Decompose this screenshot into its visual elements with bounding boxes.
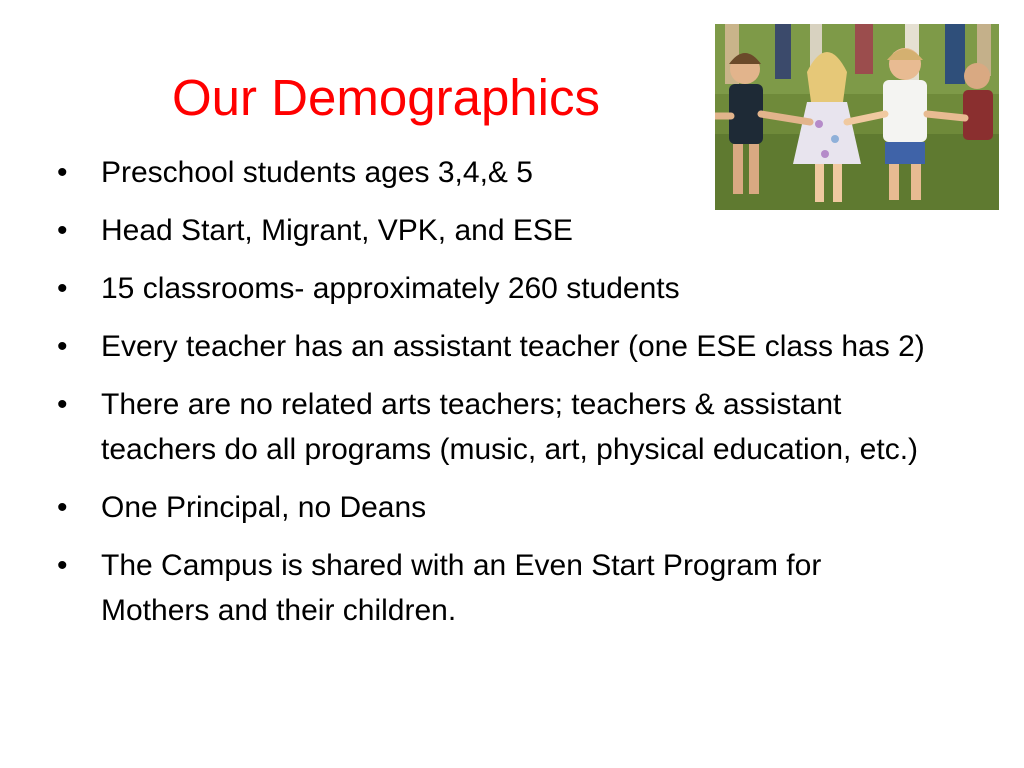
bullet-marker: • <box>57 272 68 305</box>
bullet-marker: • <box>57 156 68 189</box>
slide-title: Our Demographics <box>172 69 600 126</box>
bullet-item <box>57 208 937 253</box>
bullet-text: Preschool students ages 3,4,& 5 <box>101 156 533 189</box>
bullet-text: Head Start, Migrant, VPK, and ESE <box>101 214 573 247</box>
bullet-marker: • <box>57 388 68 421</box>
bullet-text: 15 classrooms- approximately 260 students <box>101 272 680 305</box>
bullet-item <box>57 324 937 369</box>
bullet-text: There are no related arts teachers; teachers & assistant teachers do all programs (music, art, physical education, etc.) <box>101 388 919 466</box>
bullet-text: One Principal, no Deans <box>101 491 427 524</box>
bullet-list <box>57 150 937 646</box>
bullet-text: Every teacher has an assistant teacher (one ESE class has 2) <box>101 330 925 363</box>
bullet-item <box>57 382 937 472</box>
bullet-text: The Campus is shared with an Even Start Program for Mothers and their children. <box>101 549 822 627</box>
bullet-item <box>57 543 937 633</box>
bullet-marker: • <box>57 330 68 363</box>
bullet-item <box>57 485 937 530</box>
bullet-item <box>57 266 937 311</box>
bullet-marker: • <box>57 549 68 582</box>
bullet-item <box>57 150 937 195</box>
bullet-marker: • <box>57 491 68 524</box>
bullet-marker: • <box>57 214 68 247</box>
